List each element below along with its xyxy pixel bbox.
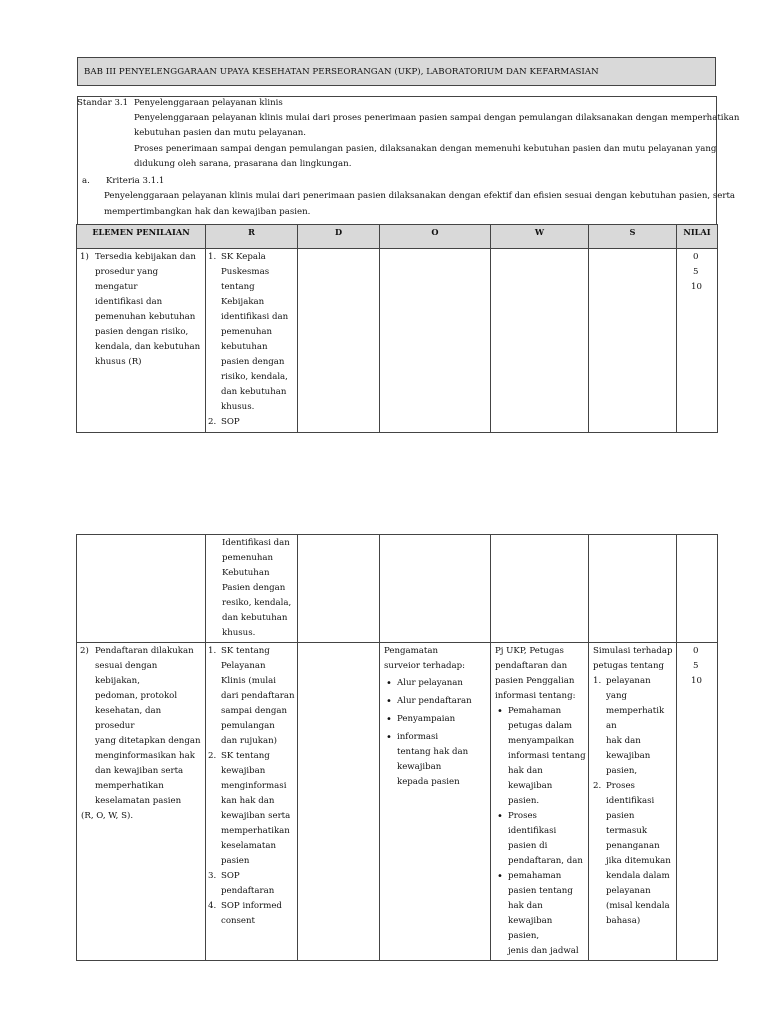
elemen-line: Pendaftaran dilakukan <box>95 646 194 656</box>
o-cell <box>380 535 491 643</box>
o-line: • Alur pendaftaran <box>397 696 472 706</box>
s-line: pasien, <box>606 766 638 776</box>
r-line: Pelayanan <box>221 661 266 671</box>
r-line: kan hak dan <box>221 796 275 806</box>
r-cell <box>206 249 298 433</box>
r-line: consent <box>221 916 256 926</box>
list-item <box>593 674 674 779</box>
list-number: 4. <box>208 901 217 911</box>
d-cell <box>298 643 380 961</box>
r-line: kebutuhan <box>221 342 268 352</box>
nilai-value: 10 <box>691 282 702 292</box>
o-line: • informasi <box>397 732 439 742</box>
r-line: Identifikasi dan <box>222 538 290 548</box>
r-line: resiko, kendala, <box>222 598 292 608</box>
s-line: termasuk <box>606 826 648 836</box>
o-line: kewajiban <box>397 762 442 772</box>
list-number: 2. <box>593 781 602 791</box>
o-line: • Penyampaian <box>397 714 456 724</box>
nilai-cell <box>677 643 718 961</box>
r-line: kewajiban <box>221 766 266 776</box>
r-line: identifikasi dan <box>221 312 289 322</box>
elemen-line: pasien dengan risiko, <box>95 327 189 337</box>
s-intro-line: Simulasi terhadap <box>593 646 673 656</box>
header-r: R <box>206 225 298 249</box>
elemen-line: (R, O, W, S). <box>81 811 134 821</box>
s-line: kewajiban <box>606 751 651 761</box>
table-header-row <box>77 225 718 249</box>
standard-text-4: didukung oleh sarana, prasarana dan lingkungan. <box>134 159 352 169</box>
list-number: 2. <box>208 417 217 427</box>
elemen-line: keselamatan pasien <box>95 796 182 806</box>
nilai-value: 5 <box>693 661 699 671</box>
o-line: • Alur pelayanan <box>397 678 463 688</box>
criteria-text-1: Penyelenggaraan pelayanan klinis mulai dari penerimaan pasien dilaksanakan dengan efektif dan efisien sesuai dengan kebutuhan pasien, serta <box>104 191 736 201</box>
r-line: pemenuhan <box>222 553 274 563</box>
list-item <box>495 869 586 959</box>
list-item <box>495 809 586 869</box>
r-line: dan kebutuhan <box>222 613 288 623</box>
list-number: 1. <box>593 676 602 686</box>
list-item <box>208 250 295 415</box>
s-intro-line: petugas tentang <box>593 661 665 671</box>
standard-text-1: Penyelenggaraan pelayanan klinis mulai dari proses penerimaan pasien sampai dengan pemulangan dilaksanakan dengan memperhatikan <box>134 113 740 123</box>
r-line: Kebutuhan <box>222 568 270 578</box>
elemen-line: pemenuhan kebutuhan <box>95 312 196 322</box>
list-number: 3. <box>208 871 217 881</box>
w-line: kewajiban pasien, <box>508 916 553 941</box>
r-line: pemenuhan <box>221 327 273 337</box>
list-item <box>384 712 488 727</box>
criteria-label: Kriteria 3.1.1 <box>106 176 165 186</box>
list-number: 1. <box>208 646 217 656</box>
w-line: petugas dalam <box>508 721 572 731</box>
s-line: pasien <box>606 811 635 821</box>
o-cell <box>380 643 491 961</box>
o-intro-line: Pengamatan <box>384 646 439 656</box>
nilai-value: 10 <box>691 676 702 686</box>
elemen-number: 2) <box>80 646 89 656</box>
r-line: SOP informed <box>221 901 282 911</box>
list-item <box>384 676 488 691</box>
w-line: • Proses identifikasi <box>508 811 557 836</box>
list-item <box>208 869 295 899</box>
criteria-text-2: mempertimbangkan hak dan kewajiban pasien. <box>104 207 311 217</box>
w-line: pendaftaran, dan <box>508 856 583 866</box>
header-elemen: ELEMEN PENILAIAN <box>77 225 206 249</box>
r-line: SK tentang <box>221 646 270 656</box>
standard-text-2: kebutuhan pasien dan mutu pelayanan. <box>134 128 307 138</box>
r-line: sampai dengan <box>221 706 288 716</box>
s-cell <box>589 643 677 961</box>
r-cell <box>206 535 298 643</box>
assessment-table-page2 <box>76 534 718 961</box>
r-line: SK Kepala <box>221 252 266 262</box>
list-item <box>593 779 674 929</box>
r-line: SOP pendaftaran <box>221 871 275 896</box>
s-line: pelayanan <box>606 886 651 896</box>
elemen-line: pedoman, protokol <box>95 691 178 701</box>
elemen-line: dan kewajiban serta <box>95 766 184 776</box>
elemen-number: 1) <box>80 252 89 262</box>
w-line: • pemahaman <box>508 871 562 881</box>
o-cell <box>380 249 491 433</box>
standard-label: Standar 3.1 <box>77 98 129 108</box>
w-intro-line: informasi tentang: <box>495 691 576 701</box>
elemen-line: identifikasi dan <box>95 297 163 307</box>
r-line: Pasien dengan <box>222 583 286 593</box>
r-line: menginformasi <box>221 781 287 791</box>
r-line: dan rujukan) <box>221 736 277 746</box>
s-line: memperhatik an <box>606 706 665 731</box>
s-line: (misal kendala <box>606 901 670 911</box>
table-row <box>77 535 718 643</box>
nilai-value: 0 <box>693 252 699 262</box>
w-intro-line: Pj UKP, Petugas <box>495 646 564 656</box>
header-o: O <box>380 225 491 249</box>
elemen-line: kesehatan, dan prosedur <box>95 706 162 731</box>
s-line: jika ditemukan <box>606 856 671 866</box>
s-line: pelayanan yang <box>606 676 651 701</box>
list-item <box>208 749 295 869</box>
s-line: penanganan <box>606 841 660 851</box>
list-item <box>384 694 488 709</box>
s-cell <box>589 249 677 433</box>
chapter-title: BAB III PENYELENGGARAAN UPAYA KESEHATAN PERSEORANGAN (UKP), LABORATORIUM DAN KEFARMASIAN <box>77 57 716 86</box>
r-line: SOP <box>221 417 240 427</box>
header-s: S <box>589 225 677 249</box>
s-cell <box>589 535 677 643</box>
r-line: SK tentang <box>221 751 270 761</box>
w-line: hak dan <box>508 901 543 911</box>
table-row <box>77 249 718 433</box>
w-line: hak dan <box>508 766 543 776</box>
r-line: memperhatikan <box>221 826 290 836</box>
standard-heading: Penyelenggaraan pelayanan klinis <box>134 98 283 108</box>
list-number: 1. <box>208 252 217 262</box>
w-cell <box>491 535 589 643</box>
r-cell <box>206 643 298 961</box>
nilai-cell <box>677 249 718 433</box>
list-number: 2. <box>208 751 217 761</box>
r-line: Kebijakan <box>221 297 265 307</box>
nilai-value: 0 <box>693 646 699 656</box>
r-line: tentang <box>221 282 255 292</box>
r-line: pasien <box>221 856 250 866</box>
list-item <box>208 899 295 929</box>
o-intro-line: surveior terhadap: <box>384 661 466 671</box>
elemen-line: memperhatikan <box>95 781 164 791</box>
list-item <box>384 730 488 790</box>
w-line: pasien di <box>508 841 548 851</box>
d-cell <box>298 535 380 643</box>
w-line: • Pemahaman <box>508 706 562 716</box>
w-line: informasi tentang <box>508 751 586 761</box>
r-line: kewajiban serta <box>221 811 291 821</box>
elemen-line: Tersedia kebijakan dan <box>95 252 196 262</box>
r-line: dari pendaftaran <box>221 691 295 701</box>
w-intro-line: pendaftaran dan <box>495 661 568 671</box>
criteria-marker: a. <box>82 176 90 186</box>
o-line: kepada pasien <box>397 777 460 787</box>
list-item <box>208 644 295 749</box>
elemen-line: sesuai dengan kebijakan, <box>95 661 158 686</box>
r-line: Puskesmas <box>221 267 270 277</box>
w-line: jenis dan jadwal <box>508 946 579 956</box>
header-nilai: NILAI <box>677 225 718 249</box>
w-cell <box>491 643 589 961</box>
elemen-cell <box>77 643 206 961</box>
r-line: pasien dengan <box>221 357 285 367</box>
elemen-line: kendala, dan kebutuhan <box>95 342 201 352</box>
elemen-line: menginformasikan hak <box>95 751 195 761</box>
list-item <box>208 415 295 430</box>
r-line: keselamatan <box>221 841 277 851</box>
w-line: pasien tentang <box>508 886 573 896</box>
header-d: D <box>298 225 380 249</box>
r-line: dan kebutuhan <box>221 387 287 397</box>
r-line: risiko, kendala, <box>221 372 288 382</box>
assessment-table-page1 <box>76 224 718 433</box>
elemen-cell <box>77 249 206 433</box>
s-line: identifikasi <box>606 796 655 806</box>
standard-text-3: Proses penerimaan sampai dengan pemulangan pasien, dilaksanakan dengan memenuhi kebutuhan pasien dan mutu pelayanan yang <box>134 144 717 154</box>
header-w: W <box>491 225 589 249</box>
elemen-cell <box>77 535 206 643</box>
o-line: tentang hak dan <box>397 747 469 757</box>
d-cell <box>298 249 380 433</box>
w-line: kewajiban pasien. <box>508 781 553 806</box>
w-cell <box>491 249 589 433</box>
nilai-cell <box>677 535 718 643</box>
r-line: khusus. <box>222 628 256 638</box>
r-line: khusus. <box>221 402 255 412</box>
list-item <box>495 704 586 809</box>
r-line: pemulangan <box>221 721 275 731</box>
s-line: bahasa) <box>606 916 641 926</box>
s-line: kendala dalam <box>606 871 670 881</box>
nilai-value: 5 <box>693 267 699 277</box>
w-intro-line: pasien Penggalian <box>495 676 575 686</box>
elemen-line: prosedur yang mengatur <box>95 267 159 292</box>
s-line: Proses <box>606 781 635 791</box>
w-line: menyampaikan <box>508 736 575 746</box>
elemen-line: khusus (R) <box>95 357 142 367</box>
s-line: hak dan <box>606 736 641 746</box>
r-line: Klinis (mulai <box>221 676 276 686</box>
elemen-line: yang ditetapkan dengan <box>95 736 201 746</box>
table-row <box>77 643 718 961</box>
